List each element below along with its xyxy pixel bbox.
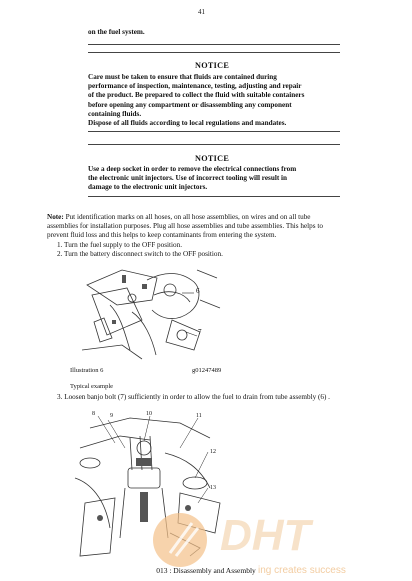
watermark-tagline: ing creates success bbox=[258, 565, 346, 576]
note-line: Put identification marks on all hoses, on all hose assemblies, on wires and on all tube bbox=[63, 213, 311, 221]
page-footer: 013 : Disassembly and Assembly bbox=[156, 566, 256, 575]
step-3: 3. Loosen banjo bolt (7) sufficiently in order to allow the fuel to drain from tube assembly (6) . bbox=[57, 393, 330, 401]
notice1-line: of the product. Be prepared to collect the fluid with suitable containers bbox=[88, 91, 305, 100]
notice2-body bbox=[88, 165, 296, 193]
note-label: Note: bbox=[47, 213, 64, 221]
callout-8: 8 bbox=[92, 411, 95, 417]
notice1-line: containing fluids. bbox=[88, 109, 142, 118]
notice2-line: the electronic unit injectors. Use of incorrect tooling will result in bbox=[88, 174, 288, 183]
page-number: 41 bbox=[198, 8, 205, 16]
step-2: 2. Turn the battery disconnect switch to the OFF position. bbox=[57, 250, 223, 258]
step-1: 1. Turn the fuel supply to the OFF position. bbox=[57, 241, 182, 249]
notice2-line: Use a deep socket in order to remove the electrical connections from bbox=[88, 165, 297, 173]
notice1-line: Care must be taken to ensure that fluids are contained during bbox=[88, 73, 277, 81]
figure1-id: g01247489 bbox=[192, 367, 222, 374]
notice1-top-rule bbox=[88, 44, 340, 45]
note-line: prevent fluid loss and this helps to keep contaminants from entering the system. bbox=[47, 231, 277, 240]
notice1-top-rule-2 bbox=[88, 52, 340, 53]
notice1-line: performance of inspection, maintenance, testing, adjusting and repair bbox=[88, 82, 302, 91]
notice2-title: NOTICE bbox=[195, 154, 230, 163]
callout-13: 13 bbox=[210, 485, 216, 491]
callout-12: 12 bbox=[210, 449, 216, 455]
notice2-top-rule bbox=[88, 144, 340, 145]
callout-10: 10 bbox=[146, 411, 152, 417]
notice1-line: before opening any compartment or disassembling any component bbox=[88, 100, 292, 109]
callout-9: 9 bbox=[110, 413, 113, 419]
figure1-caption: Illustration 6 bbox=[70, 367, 104, 374]
note-line: assemblies for installation purposes. Plug all hose assemblies and tube assemblies. This helps to bbox=[47, 222, 323, 231]
callout-6: 6 bbox=[196, 287, 200, 295]
notice1-title: NOTICE bbox=[195, 61, 230, 70]
notice1-line: Dispose of all fluids according to local regulations and mandates. bbox=[88, 119, 287, 128]
svg-text:DHT: DHT bbox=[220, 511, 311, 560]
callout-7: 7 bbox=[198, 328, 202, 336]
notice1-bottom-rule bbox=[88, 131, 340, 132]
notice2-line: damage to the electronic unit injectors. bbox=[88, 183, 208, 192]
notice1-body bbox=[88, 73, 304, 128]
figure1-subcaption: Typical example bbox=[70, 383, 114, 390]
note-paragraph bbox=[47, 213, 377, 241]
callout-11: 11 bbox=[196, 413, 202, 419]
notice2-bottom-rule bbox=[88, 196, 340, 197]
continued-text: on the fuel system. bbox=[88, 28, 145, 36]
engine-fuel-line-illustration bbox=[82, 260, 222, 360]
